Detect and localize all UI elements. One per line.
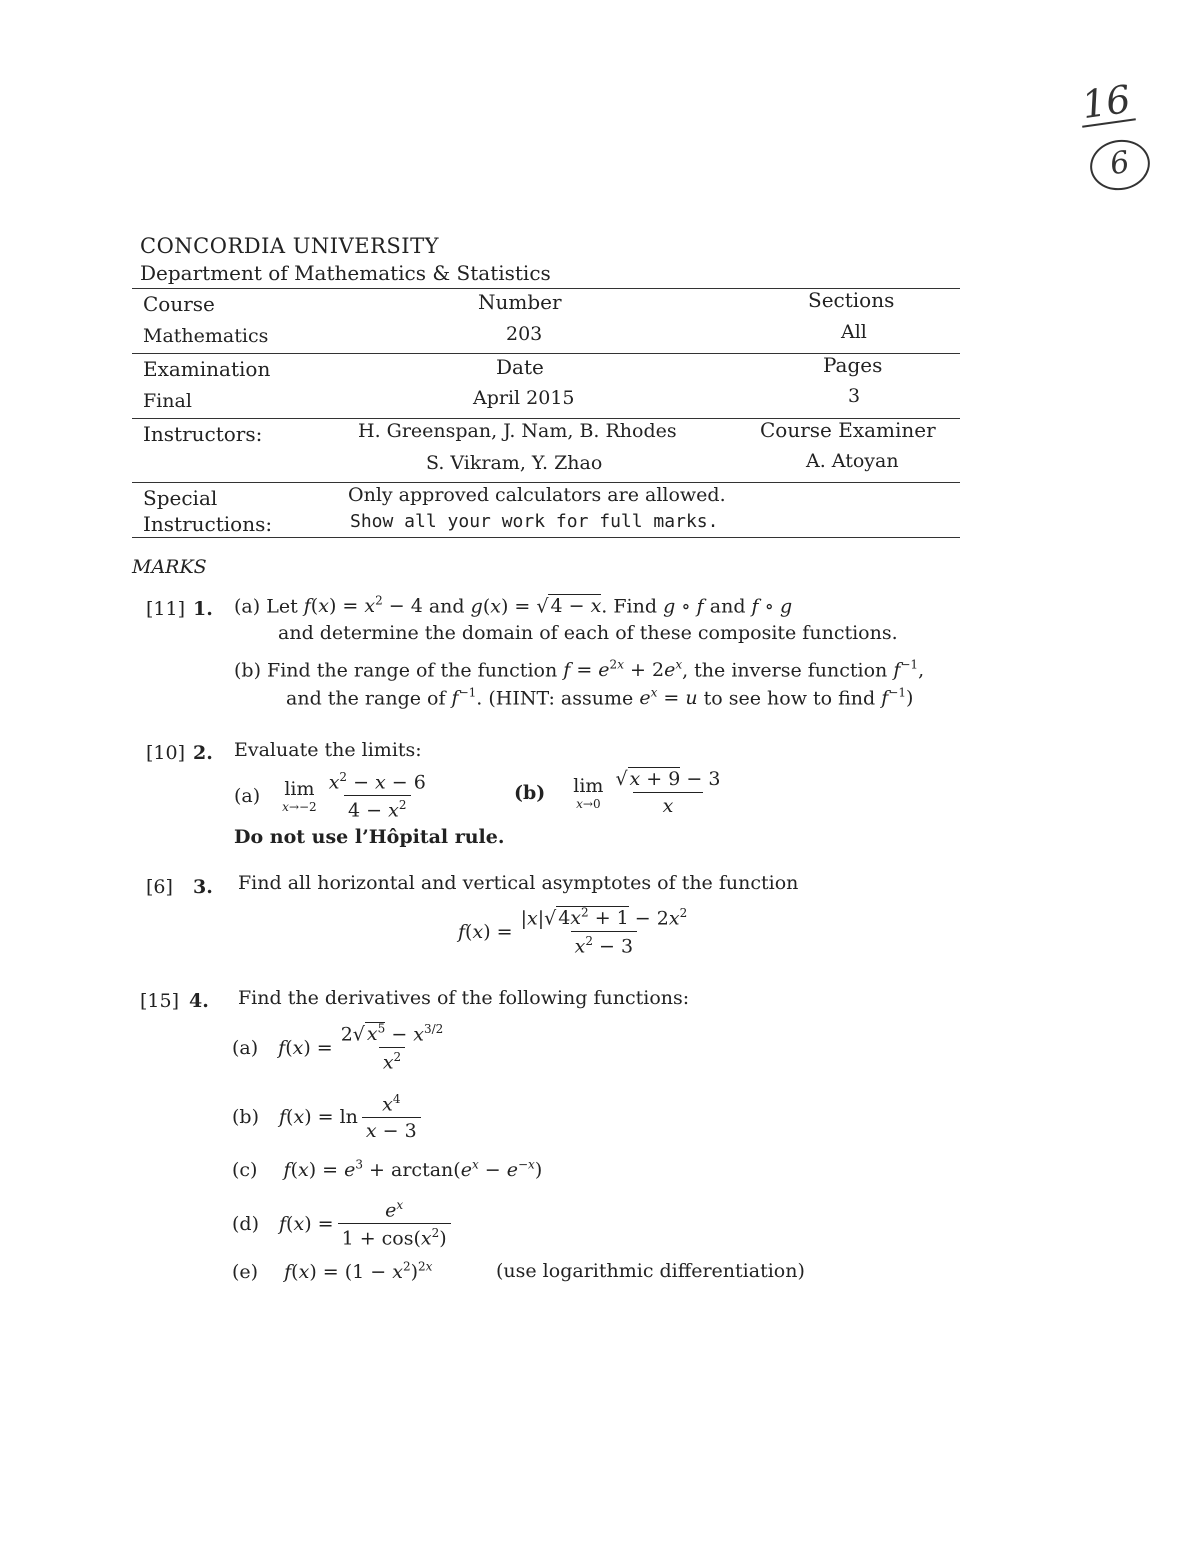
question-4c: (c) $f(x) = e^3 + \arctan(e^x - e^{-x})$ — [232, 1158, 543, 1182]
limit-operator-b — [573, 775, 603, 811]
question-4b: (b) f(x) = ln $\frac{x^4}{x - 3}$ — [232, 1092, 425, 1142]
examination-value: Final — [143, 390, 192, 412]
pages-value: 3 — [848, 385, 861, 407]
formula-g-o-f: g ∘ f — [663, 595, 704, 618]
handwritten-circled-text: 6 — [1107, 144, 1133, 183]
question-4e-label: (e) — [232, 1261, 259, 1284]
examination-label: Examination — [143, 357, 271, 381]
special-label-1: Special — [143, 486, 218, 510]
question-1b-inverse: , the inverse function — [682, 659, 888, 682]
question-4d: (d) f(x) = $\frac{e^x}{1 + \cos(x^2)}$ — [232, 1198, 455, 1250]
question-1-marks: [11] — [146, 598, 186, 620]
question-1a-and: and — [428, 595, 465, 618]
special-instruction-2: Show all your work for full marks. — [350, 511, 719, 532]
limit-operator-a — [282, 778, 317, 814]
question-2a-label: (a) — [234, 784, 261, 807]
formula-f-inverse-2: $f^{-1}$ — [451, 686, 477, 710]
question-4a-label: (a) — [232, 1036, 259, 1059]
question-1b-text: Find the range of the function — [267, 659, 558, 682]
question-2-note: Do not use l’Hôpital rule. — [234, 826, 505, 848]
handwritten-circled-score — [1086, 135, 1154, 195]
question-1a-find: . Find — [601, 595, 658, 618]
question-4a: (a) f(x) = $\frac{2√ x^5 - x^{3/2}}{x^2}$ — [232, 1022, 444, 1074]
question-1-number: 1. — [193, 598, 213, 620]
instructors-label: Instructors: — [143, 422, 263, 446]
formula-f-exp: $f = e^{2x} + 2e^x$ — [563, 658, 683, 682]
question-4e: (e) $f(x) = (1 - x^2)^{2x}$ — [232, 1260, 433, 1284]
question-2b-label: (b) — [514, 781, 546, 804]
question-4b-label: (b) — [232, 1106, 259, 1129]
formula-f-inverse: $f^{-1}$, — [893, 658, 925, 682]
question-4-marks: [15] — [140, 990, 180, 1012]
course-examiner-label: Course Examiner — [760, 418, 936, 442]
pages-label: Pages — [823, 353, 883, 377]
question-3-number: 3. — [193, 876, 213, 898]
date-value: April 2015 — [473, 387, 575, 409]
question-1b-label: (b) — [234, 659, 261, 682]
special-instruction-1: Only approved calculators are allowed. — [348, 484, 726, 506]
table-rule-4 — [132, 482, 960, 483]
question-3-text: Find all horizontal and vertical asymptotes of the function — [238, 872, 799, 894]
question-1b-line-1 — [234, 658, 924, 681]
question-1a-label: (a) — [234, 595, 261, 618]
course-examiner-value: A. Atoyan — [806, 450, 899, 472]
course-label: Course — [143, 292, 215, 316]
question-1b-hint: . (HINT: assume — [476, 687, 634, 710]
question-1b-range: and the range of — [286, 687, 446, 710]
question-1a-let: Let — [266, 595, 298, 618]
question-1b-hint-2: to see how to find — [703, 687, 876, 710]
university-name: CONCORDIA UNIVERSITY — [140, 234, 439, 258]
limit-fraction-b: $\frac{√ x + 9 - 3}{x}$ — [615, 768, 721, 817]
date-label: Date — [496, 355, 544, 379]
question-2b-limit — [514, 768, 728, 817]
question-2a-limit — [234, 770, 434, 822]
question-2-text: Evaluate the limits: — [234, 739, 422, 761]
instructors-line-1: H. Greenspan, J. Nam, B. Rhodes — [358, 420, 677, 442]
formula-g-def: g(x) = √ 4 − x — [470, 595, 602, 618]
formula-f-inverse-3: $f^{-1}$) — [881, 686, 914, 710]
limit-sub-a: x→−2 — [282, 799, 317, 814]
limit-fraction-a: $\frac{x^2 - x - 6}{4 - x^2}$ — [328, 770, 426, 822]
marks-heading: MARKS — [132, 556, 207, 578]
lim-word-b: lim — [573, 774, 604, 797]
question-1a-line-2: and determine the domain of each of these composite functions. — [278, 622, 898, 644]
question-4c-label: (c) — [232, 1159, 258, 1182]
sections-label: Sections — [808, 288, 895, 312]
handwritten-score-text: 16 — [1079, 76, 1134, 128]
question-4-text: Find the derivatives of the following functions: — [238, 987, 690, 1009]
formula-ex-u: $e^x = u$ — [639, 686, 698, 710]
formula-f-def: $f(x) = x^2 - 4$ — [303, 594, 423, 618]
question-3-marks: [6] — [146, 876, 173, 898]
course-value: Mathematics — [143, 325, 269, 347]
question-1a-line-1 — [234, 594, 792, 617]
question-2-marks: [10] — [146, 742, 186, 764]
lim-word-a: lim — [284, 777, 315, 800]
number-value: 203 — [506, 323, 543, 345]
question-4-number: 4. — [189, 990, 209, 1012]
question-4e-note: (use logarithmic differentiation) — [496, 1260, 805, 1282]
formula-f-o-g: f ∘ g — [751, 595, 793, 618]
sections-value: All — [841, 321, 867, 343]
question-1a-and-2: and — [709, 595, 746, 618]
question-2-number: 2. — [193, 742, 213, 764]
instructors-line-2: S. Vikram, Y. Zhao — [426, 452, 603, 474]
question-4d-label: (d) — [232, 1212, 259, 1235]
question-1b-line-2 — [286, 686, 913, 709]
table-rule-bottom — [132, 537, 960, 538]
department-name: Department of Mathematics & Statistics — [140, 261, 551, 285]
number-label: Number — [478, 290, 562, 314]
limit-sub-b: x→0 — [576, 796, 601, 811]
question-3-formula: f(x) = $\frac{|x|√ 4x^2 + 1 - 2x^2}{x^2 - 3}$ — [458, 906, 688, 958]
special-label-2: Instructions: — [143, 512, 273, 536]
